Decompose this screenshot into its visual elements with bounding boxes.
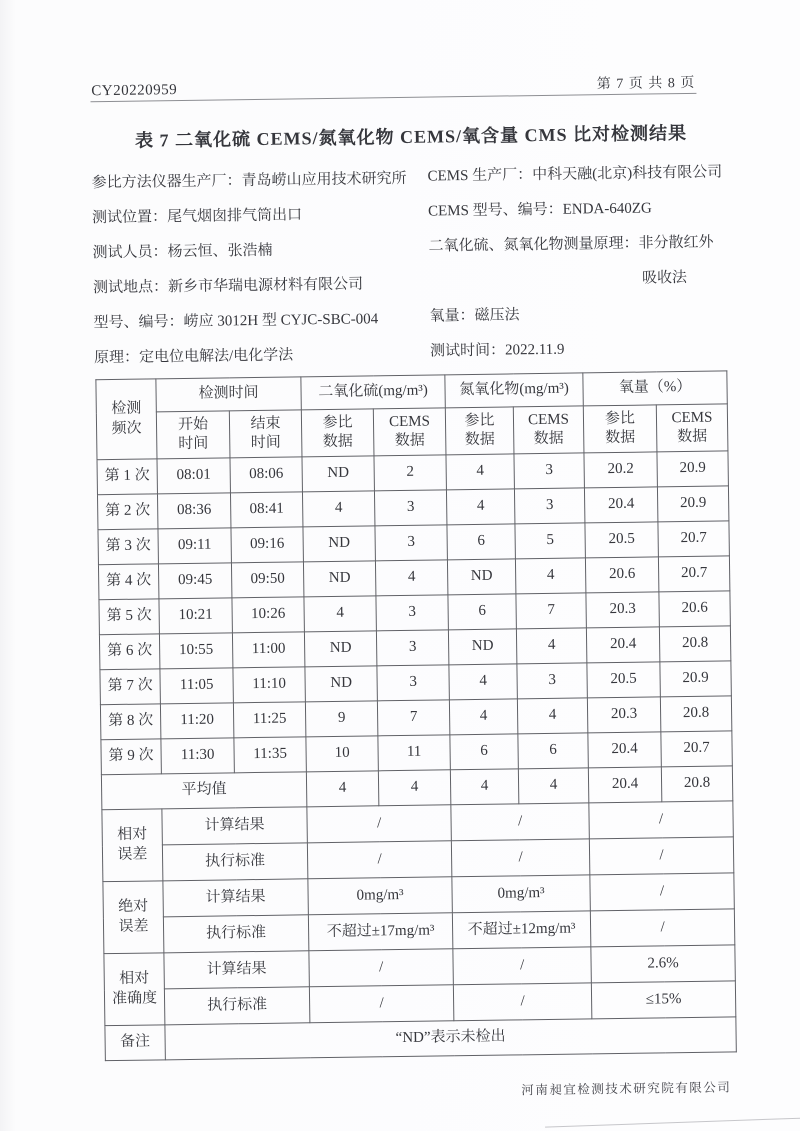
- data-cell: 09:16: [231, 527, 303, 563]
- data-cell: 11: [378, 735, 450, 771]
- data-cell: 4: [375, 560, 447, 596]
- data-cell: 11:00: [232, 632, 304, 668]
- data-cell: ND: [448, 629, 516, 665]
- data-cell: 08:41: [230, 492, 302, 528]
- data-cell: 4: [516, 628, 586, 664]
- data-cell: 4: [517, 698, 587, 734]
- section-value: 0mg/m³: [452, 875, 590, 913]
- data-cell: 20.7: [661, 731, 732, 767]
- data-cell: 08:36: [157, 493, 230, 529]
- data-cell: 20.6: [659, 591, 730, 627]
- average-cell: 20.8: [661, 766, 732, 802]
- page-indicator: 第 7 页 共 8 页: [596, 75, 696, 93]
- data-cell: 20.4: [588, 732, 661, 768]
- data-cell: 3: [375, 525, 447, 561]
- data-cell: 09:11: [158, 528, 231, 564]
- header-time-group: 检测时间: [156, 377, 301, 412]
- meta-oxygen-method: 氧量：磁压法: [429, 307, 520, 325]
- section-sublabel: 执行标准: [163, 915, 309, 953]
- section-value: 0mg/m³: [308, 877, 452, 915]
- data-cell: 20.6: [585, 557, 658, 593]
- data-cell: 3: [374, 490, 446, 526]
- data-cell: 20.5: [587, 662, 660, 698]
- document-title: 表 7 二氧化硫 CEMS/氮氧化物 CEMS/氧含量 CMS 比对检测结果: [134, 122, 688, 151]
- data-cell: 20.4: [584, 487, 657, 523]
- data-cell: 11:05: [160, 668, 233, 704]
- data-cell: 3: [517, 663, 587, 699]
- section-value: 不超过±17mg/m³: [308, 913, 452, 951]
- section-sublabel: 执行标准: [162, 843, 308, 881]
- data-cell: 3: [376, 595, 448, 631]
- data-cell: ND: [303, 526, 375, 562]
- data-cell: 10:26: [232, 597, 304, 633]
- section-sublabel: 计算结果: [163, 879, 309, 917]
- section-value: /: [590, 873, 734, 911]
- data-cell: 6: [447, 524, 515, 560]
- data-cell: 4: [304, 596, 376, 632]
- data-cell: 10:21: [159, 598, 232, 634]
- row-label: 第 9 次: [101, 739, 161, 775]
- data-cell: 20.3: [586, 592, 659, 628]
- meta-cems-manufacturer: CEMS 生产厂：中科天融(北京)科技有限公司: [427, 164, 723, 185]
- row-label: 第 3 次: [98, 529, 158, 565]
- data-cell: 20.2: [584, 452, 657, 488]
- section-label: 相对 准确度: [104, 953, 165, 1026]
- row-label: 第 1 次: [97, 459, 157, 495]
- section-label: 相对 误差: [102, 809, 163, 882]
- data-cell: 4: [446, 454, 514, 490]
- data-cell: 20.7: [658, 556, 729, 592]
- data-cell: 5: [515, 523, 585, 559]
- data-cell: 20.8: [659, 626, 730, 662]
- section-value: /: [453, 983, 591, 1021]
- note-label: 备注: [105, 1025, 165, 1061]
- header-so2-group: 二氧化硫(mg/m³): [301, 375, 445, 410]
- meta-principle: 原理：定电位电解法/电化学法: [93, 347, 294, 367]
- subheader-cell: 参比 数据: [301, 409, 374, 457]
- data-cell: 6: [450, 734, 518, 770]
- data-cell: 3: [377, 665, 449, 701]
- subheader-cell: CEMS 数据: [373, 408, 446, 456]
- data-cell: ND: [305, 666, 377, 702]
- section-value: /: [590, 909, 734, 947]
- data-cell: 4: [515, 558, 585, 594]
- meta-test-time: 测试时间：2022.11.9: [429, 341, 565, 360]
- section-value: /: [307, 805, 451, 843]
- note-value: “ND”表示未检出: [165, 1017, 736, 1060]
- data-cell: 9: [305, 701, 377, 737]
- subheader-cell: CEMS 数据: [513, 406, 584, 454]
- header-nox-group: 氮氧化物(mg/m³): [445, 373, 583, 408]
- data-cell: 7: [516, 593, 586, 629]
- section-sublabel: 计算结果: [164, 951, 310, 989]
- data-cell: 08:06: [230, 457, 302, 493]
- meta-test-location: 测试地点：新乡市华瑞电源材料有限公司: [92, 276, 364, 297]
- meta-test-position: 测试位置：尾气烟囱排气筒出口: [92, 207, 303, 227]
- data-cell: 11:25: [233, 702, 305, 738]
- data-cell: 20.4: [586, 627, 659, 663]
- average-cell: 4: [378, 770, 450, 806]
- section-value: /: [307, 841, 451, 879]
- data-cell: 3: [514, 453, 584, 489]
- note-row: [105, 1017, 736, 1061]
- section-value: /: [309, 949, 453, 987]
- meta-model-number: 型号、编号：崂应 3012H 型 CYJC-SBC-004: [93, 311, 379, 332]
- subheader-cell: 开始 时间: [156, 411, 230, 459]
- data-cell: 4: [302, 491, 374, 527]
- data-cell: 6: [448, 594, 516, 630]
- header-o2-group: 氧量（%）: [583, 371, 727, 406]
- section-value: /: [451, 803, 589, 841]
- average-cell: 20.4: [588, 767, 661, 803]
- average-cell: 4: [518, 768, 588, 804]
- results-table: [95, 370, 736, 1061]
- row-label: 第 5 次: [99, 599, 159, 635]
- data-cell: 10: [306, 736, 378, 772]
- data-cell: 3: [514, 488, 584, 524]
- section-value: ≤15%: [591, 981, 735, 1019]
- data-cell: 20.9: [660, 661, 731, 697]
- data-cell: 7: [377, 700, 449, 736]
- data-cell: 4: [449, 699, 517, 735]
- section-value: 2.6%: [591, 945, 735, 983]
- section-sublabel: 执行标准: [164, 987, 310, 1025]
- row-label: 第 2 次: [97, 494, 157, 530]
- data-cell: 11:10: [233, 667, 305, 703]
- subheader-cell: 参比 数据: [445, 407, 514, 455]
- row-label: 第 7 次: [100, 669, 160, 705]
- row-label: 第 8 次: [100, 704, 160, 740]
- meta-reference-instrument-manufacturer: 参比方法仪器生产厂：青岛崂山应用技术研究所: [91, 170, 407, 192]
- meta-cems-model: CEMS 型号、编号：ENDA-640ZG: [427, 200, 652, 220]
- data-cell: 08:01: [157, 458, 230, 494]
- data-cell: 20.7: [658, 521, 729, 557]
- data-cell: 11:35: [234, 737, 306, 773]
- data-cell: 4: [446, 489, 514, 525]
- data-cell: 2: [374, 455, 446, 491]
- data-cell: 10:55: [159, 633, 232, 669]
- data-cell: 09:50: [231, 562, 303, 598]
- section-sublabel: 计算结果: [162, 807, 308, 845]
- row-label: 第 6 次: [99, 634, 159, 670]
- meta-so2-nox-principle: 二氧化硫、氮氧化物测量原理：非分散红外: [428, 234, 714, 255]
- data-cell: ND: [447, 559, 515, 595]
- data-cell: 11:20: [160, 703, 233, 739]
- section-value: /: [453, 947, 591, 985]
- data-cell: 20.9: [657, 486, 728, 522]
- section-value: /: [589, 837, 733, 875]
- data-cell: ND: [303, 561, 375, 597]
- section-value: /: [451, 839, 589, 877]
- header-divider: [90, 93, 696, 102]
- data-cell: ND: [304, 631, 376, 667]
- section-label: 绝对 误差: [103, 881, 164, 954]
- data-cell: 09:45: [158, 563, 231, 599]
- data-cell: ND: [302, 456, 374, 492]
- data-cell: 4: [449, 664, 517, 700]
- metadata-right-column: [427, 155, 732, 369]
- average-cell: 4: [450, 769, 518, 805]
- row-label: 第 4 次: [98, 564, 158, 600]
- meta-so2-nox-principle-wrap: 吸收法: [641, 269, 688, 287]
- section-value: 不超过±12mg/m³: [452, 911, 590, 949]
- report-number: CY20220959: [91, 82, 178, 100]
- metadata-left-column: [91, 162, 409, 376]
- average-cell: 4: [306, 771, 378, 807]
- data-cell: 6: [518, 733, 588, 769]
- data-cell: 20.5: [585, 522, 658, 558]
- subheader-cell: CEMS 数据: [656, 404, 728, 452]
- header-frequency: 检测 频次: [96, 379, 157, 460]
- data-cell: 3: [376, 630, 448, 666]
- data-cell: 20.9: [657, 451, 728, 487]
- footer-company-name: 河南昶宜检测技术研究院有限公司: [521, 1080, 732, 1098]
- section-value: /: [589, 801, 733, 839]
- data-cell: 20.8: [660, 696, 731, 732]
- section-value: /: [309, 985, 453, 1023]
- subheader-cell: 结束 时间: [229, 410, 302, 458]
- data-cell: 20.3: [587, 697, 660, 733]
- average-label: 平均值: [101, 772, 306, 810]
- meta-test-personnel: 测试人员：杨云恒、张浩楠: [92, 242, 273, 262]
- subheader-cell: 参比 数据: [583, 405, 657, 453]
- data-cell: 11:30: [161, 738, 234, 774]
